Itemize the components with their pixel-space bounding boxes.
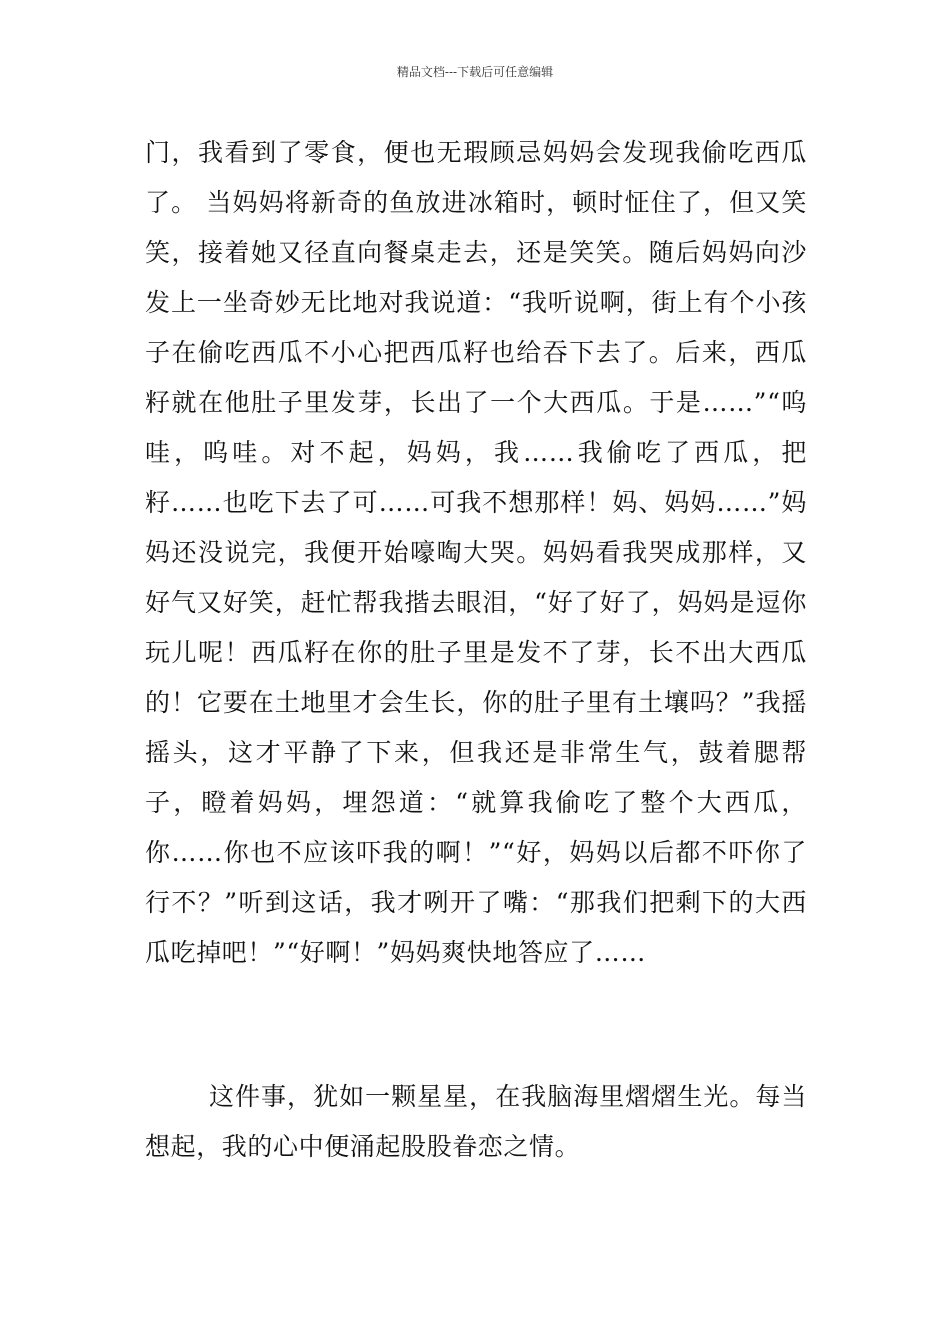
page-header: 精品文档---下载后可任意编辑 [396, 65, 554, 79]
story-paragraph-2: 这件事，犹如一颗星星，在我脑海里熠熠生光。每当想起，我的心中便涌起股股眷恋之情。 [145, 1082, 807, 1161]
story-paragraph-1: 门，我看到了零食，便也无瑕顾忌妈妈会发现我偷吃西瓜了。 当妈妈将新奇的鱼放进冰箱时，顿时怔住了，但又笑笑，接着她又径直向餐桌走去，还是笑笑。随后妈妈向沙发上一坐奇妙无比地对我说道：“我听说啊，街上有个小孩子在偷吃西瓜不小心把西瓜籽也给吞下去了。后来，西瓜籽就在他肚子里发芽，长出了一个大西瓜。于是……”“呜哇，呜哇。对不起，妈妈，我……我偷吃了西瓜，把籽……也吃下去了可……可我不想那样！妈、妈妈……”妈妈还没说完，我便开始嚎啕大哭。妈妈看我哭成那样，又好气又好笑，赶忙帮我揩去眼泪，“好了好了，妈妈是逗你玩儿呢！西瓜籽在你的肚子里是发不了芽，长不出大西瓜的！它要在土地里才会生长，你的肚子里有土壤吗？”我摇摇头，这才平静了下来，但我还是非常生气，鼓着腮帮子，瞪着妈妈，埋怨道：“就算我偷吃了整个大西瓜，你……你也不应该吓我的啊！”“好，妈妈以后都不吓你了行不？”听到这话，我才咧开了嘴：“那我们把剩下的大西瓜吃掉吧！”“好啊！”妈妈爽快地答应了…… [145, 138, 807, 967]
